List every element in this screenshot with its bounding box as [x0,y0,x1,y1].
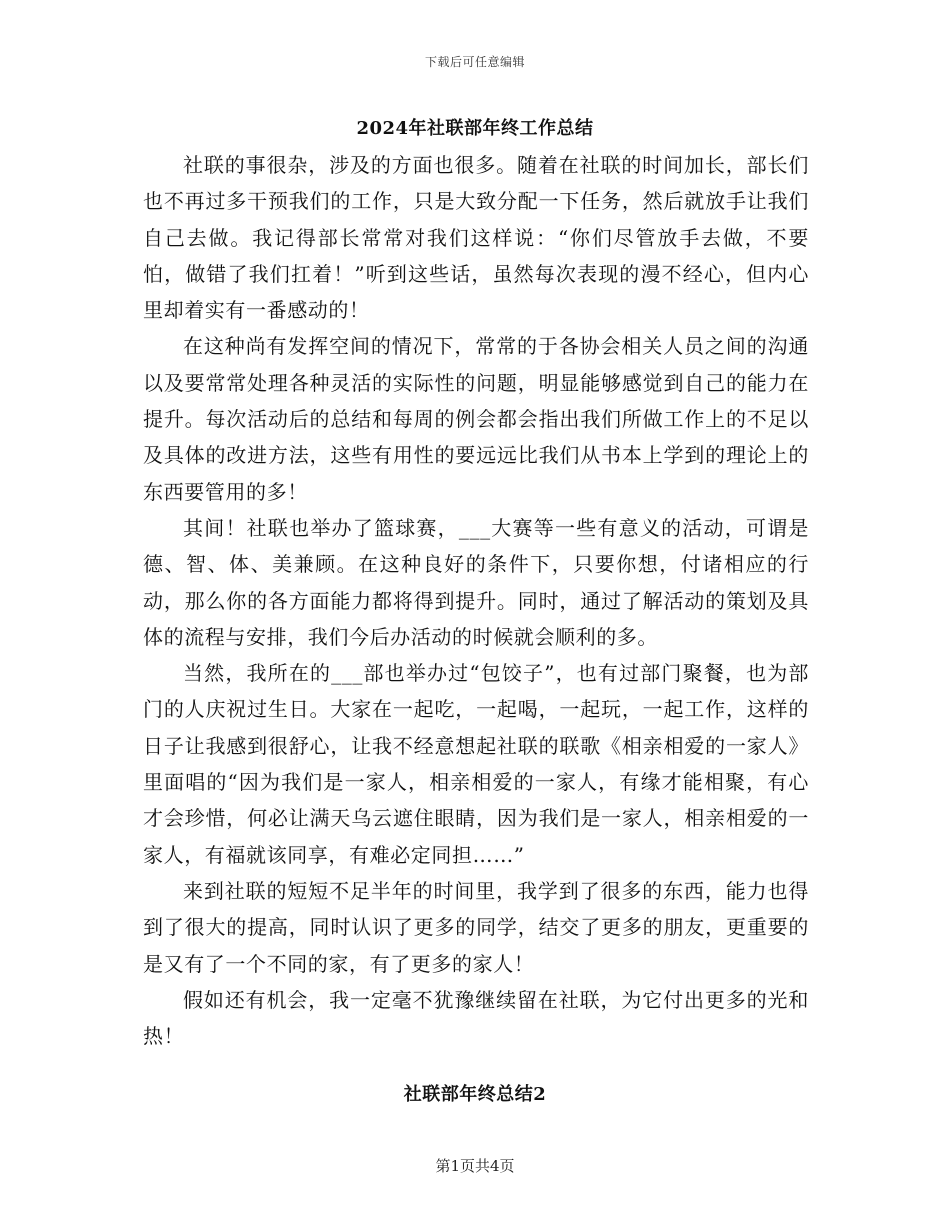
paragraph: 其间！社联也举办了篮球赛，___大赛等一些有意义的活动，可谓是德、智、体、美兼顾。在这种良好的条件下，只要你想，付诸相应的行动，那么你的各方面能力都将得到提升。同时，通过了解活动的策划及具体的流程与安排，我们今后办活动的时候就会顺利的多。 [143,515,809,649]
header-note: 下载后可任意编辑 [424,55,525,69]
paragraph: 社联的事很杂，涉及的方面也很多。随着在社联的时间加长，部长们也不再过多干预我们的工作，只是大致分配一下任务，然后就放手让我们自己去做。我记得部长常常对我们这样说：“你们尽管放手去做，不要怕，做错了我们扛着！”听到这些话，虽然每次表现的漫不经心，但内心里却着实有一番感动的！ [143,153,809,323]
section-title: 社联部年终总结2 [403,1084,547,1105]
document-body [143,147,809,1054]
paragraph: 在这种尚有发挥空间的情况下，常常的于各协会相关人员之间的沟通以及要常常处理各种灵活的实际性的问题，明显能够感觉到自己的能力在提升。每次活动后的总结和每周的例会都会指出我们所做工作上的不足以及具体的改进方法，这些有用性的要远远比我们从书本上学到的理论上的东西要管用的多！ [143,334,809,504]
paragraph: 假如还有机会，我一定毫不犹豫继续留在社联，为它付出更多的光和热！ [143,987,809,1049]
page-number: 第1页共4页 [435,1157,515,1175]
document-title: 2024年社联部年终工作总结 [356,118,594,139]
paragraph: 当然，我所在的___部也举办过“包饺子”，也有过部门聚餐，也为部门的人庆祝过生日。大家在一起吃，一起喝，一起玩，一起工作，这样的日子让我感到很舒心，让我不经意想起社联的联歌《相亲相爱的一家人》里面唱的“因为我们是一家人，相亲相爱的一家人，有缘才能相聚，有心才会珍惜，何必让满天乌云遮住眼睛，因为我们是一家人，相亲相爱的一家人，有福就该同享，有难必定同担……” [143,661,809,867]
paragraph: 来到社联的短短不足半年的时间里，我学到了很多的东西，能力也得到了很大的提高，同时认识了更多的同学，结交了更多的朋友，更重要的是又有了一个不同的家，有了更多的家人！ [143,878,809,976]
